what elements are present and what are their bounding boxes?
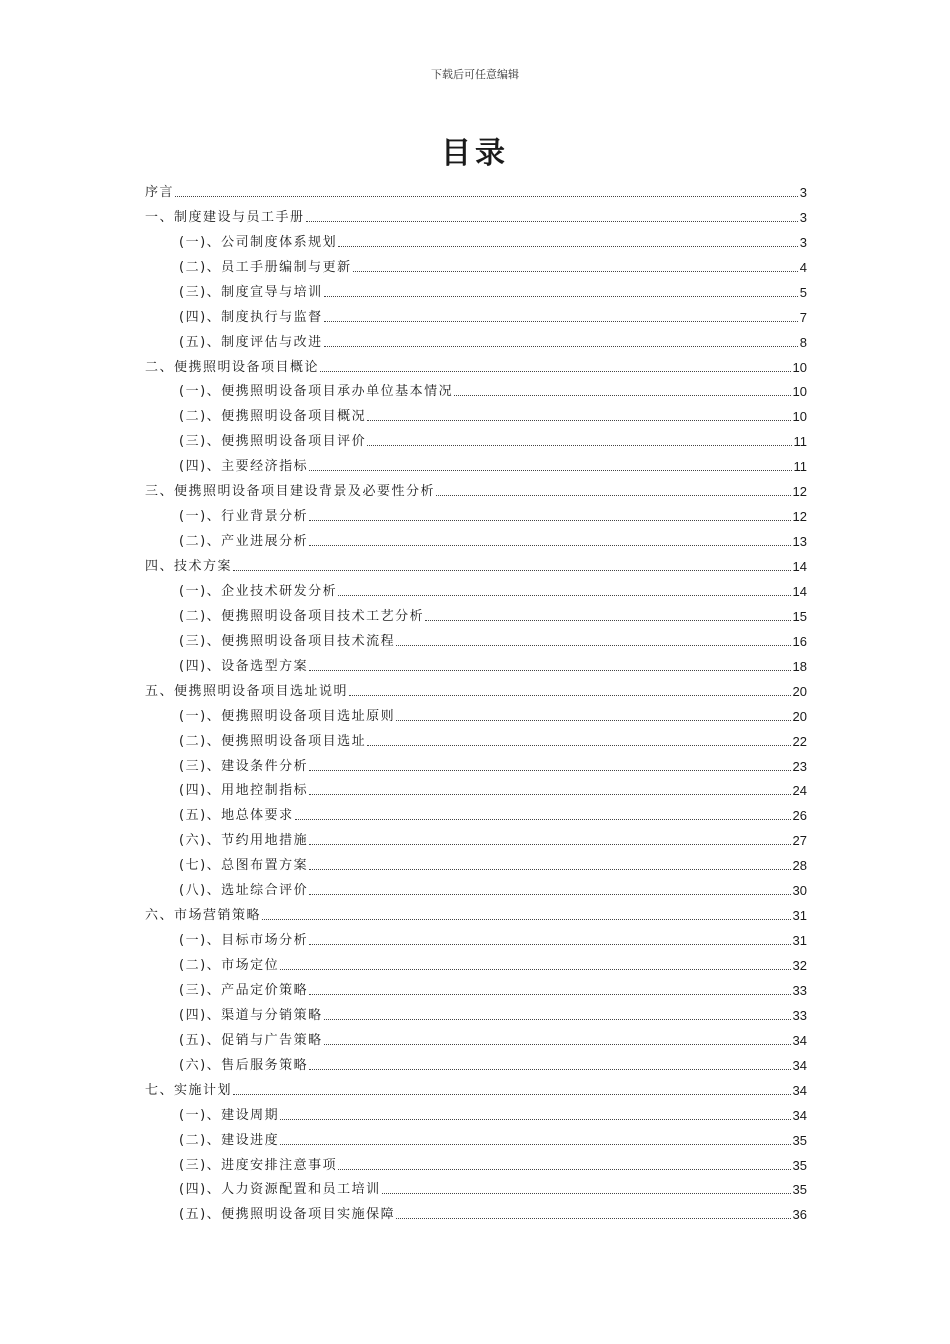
toc-leader-dots: [309, 844, 790, 845]
toc-page-number: 10: [792, 409, 807, 425]
table-of-contents: [145, 176, 807, 1223]
toc-chapter-entry[interactable]: [145, 899, 807, 924]
toc-entry-label: 二、便携照明设备项目概论: [145, 359, 320, 375]
toc-entry-label: (三)、建设条件分析: [179, 758, 309, 774]
toc-leader-dots: [349, 695, 791, 696]
toc-page-number: 31: [792, 908, 807, 924]
toc-section-entry[interactable]: [145, 1124, 807, 1149]
toc-section-entry[interactable]: [145, 600, 807, 625]
toc-leader-dots: [309, 770, 790, 771]
toc-page-number: 16: [792, 633, 807, 649]
toc-entry-label: (一)、建设周期: [179, 1107, 280, 1123]
toc-page-number: 12: [792, 509, 807, 525]
toc-chapter-entry[interactable]: [145, 176, 807, 201]
toc-page-number: 35: [792, 1132, 807, 1148]
toc-entry-label: (四)、人力资源配置和员工培训: [179, 1182, 381, 1198]
toc-entry-label: (五)、便携照明设备项目实施保障: [179, 1207, 396, 1223]
toc-section-entry[interactable]: [145, 750, 807, 775]
toc-section-entry[interactable]: [145, 1149, 807, 1174]
toc-page-number: 5: [799, 284, 807, 300]
toc-chapter-entry[interactable]: [145, 675, 807, 700]
toc-leader-dots: [309, 794, 790, 795]
toc-entry-label: (五)、制度评估与改进: [179, 334, 323, 350]
toc-section-entry[interactable]: [145, 1024, 807, 1049]
toc-leader-dots: [309, 470, 791, 471]
toc-leader-dots: [295, 819, 791, 820]
toc-chapter-entry[interactable]: [145, 475, 807, 500]
toc-leader-dots: [425, 620, 790, 621]
toc-leader-dots: [367, 445, 791, 446]
toc-leader-dots: [309, 520, 790, 521]
toc-section-entry[interactable]: [145, 1049, 807, 1074]
toc-entry-label: (三)、便携照明设备项目评价: [179, 434, 367, 450]
toc-section-entry[interactable]: [145, 974, 807, 999]
toc-section-entry[interactable]: [145, 874, 807, 899]
toc-leader-dots: [338, 246, 798, 247]
toc-entry-label: (七)、总图布置方案: [179, 858, 309, 874]
toc-section-entry[interactable]: [145, 824, 807, 849]
toc-chapter-entry[interactable]: [145, 1074, 807, 1099]
toc-leader-dots: [309, 545, 790, 546]
toc-entry-label: (四)、用地控制指标: [179, 783, 309, 799]
toc-entry-label: (四)、制度执行与监督: [179, 309, 323, 325]
toc-entry-label: (六)、售后服务策略: [179, 1057, 309, 1073]
toc-page-number: 30: [792, 883, 807, 899]
toc-leader-dots: [324, 1019, 791, 1020]
toc-page-number: 18: [792, 658, 807, 674]
toc-leader-dots: [367, 745, 790, 746]
toc-leader-dots: [309, 1069, 790, 1070]
toc-page-number: 13: [792, 534, 807, 550]
toc-section-entry[interactable]: [145, 650, 807, 675]
toc-page-number: 10: [792, 359, 807, 375]
toc-chapter-entry[interactable]: [145, 550, 807, 575]
toc-leader-dots: [309, 670, 790, 671]
toc-leader-dots: [233, 1094, 791, 1095]
toc-page-number: 20: [792, 708, 807, 724]
toc-leader-dots: [309, 994, 790, 995]
toc-section-entry[interactable]: [145, 251, 807, 276]
page-title: 目录: [441, 136, 509, 171]
toc-page-number: 26: [792, 808, 807, 824]
toc-page-number: 35: [792, 1182, 807, 1198]
toc-entry-label: 五、便携照明设备项目选址说明: [145, 683, 349, 699]
toc-entry-label: (三)、进度安排注意事项: [179, 1157, 338, 1173]
toc-page-number: 3: [799, 209, 807, 225]
toc-entry-label: (一)、公司制度体系规划: [179, 234, 338, 250]
toc-section-entry[interactable]: [145, 1198, 807, 1223]
toc-page-number: 35: [792, 1157, 807, 1173]
toc-section-entry[interactable]: [145, 376, 807, 401]
toc-section-entry[interactable]: [145, 500, 807, 525]
toc-leader-dots: [454, 395, 790, 396]
toc-leader-dots: [280, 969, 790, 970]
toc-page-number: 8: [799, 334, 807, 350]
toc-section-entry[interactable]: [145, 799, 807, 824]
toc-section-entry[interactable]: [145, 949, 807, 974]
toc-leader-dots: [382, 1193, 791, 1194]
toc-section-entry[interactable]: [145, 450, 807, 475]
toc-page-number: 36: [792, 1207, 807, 1223]
toc-page-number: 15: [792, 608, 807, 624]
toc-entry-label: 四、技术方案: [145, 559, 233, 574]
toc-page-number: 3: [799, 184, 807, 200]
toc-section-entry[interactable]: [145, 326, 807, 351]
toc-entry-label: 六、市场营销策略: [145, 908, 262, 924]
toc-leader-dots: [309, 944, 790, 945]
toc-entry-label: (四)、主要经济指标: [179, 459, 309, 475]
toc-section-entry[interactable]: [145, 525, 807, 550]
toc-leader-dots: [320, 371, 791, 372]
toc-entry-label: (二)、便携照明设备项目选址: [179, 733, 367, 749]
toc-page-number: 31: [792, 933, 807, 949]
toc-section-entry[interactable]: [145, 849, 807, 874]
toc-entry-label: 七、实施计划: [145, 1082, 233, 1098]
toc-page-number: 34: [792, 1107, 807, 1123]
toc-section-entry[interactable]: [145, 575, 807, 600]
toc-entry-label: (四)、渠道与分销策略: [179, 1007, 323, 1023]
toc-page-number: 4: [799, 259, 807, 275]
toc-leader-dots: [353, 271, 798, 272]
toc-entry-label: (一)、便携照明设备项目选址原则: [179, 708, 396, 724]
toc-entry-label: (五)、地总体要求: [179, 808, 294, 824]
toc-page-number: 24: [792, 783, 807, 799]
toc-page-number: 14: [792, 583, 807, 599]
page-header: 下载后可任意编辑: [431, 68, 519, 81]
toc-page-number: 34: [792, 1032, 807, 1048]
toc-page-number: 33: [792, 982, 807, 998]
toc-page-number: 3: [799, 234, 807, 250]
toc-leader-dots: [306, 221, 798, 222]
toc-entry-label: 三、便携照明设备项目建设背景及必要性分析: [145, 484, 436, 500]
toc-entry-label: (二)、建设进度: [179, 1132, 280, 1148]
toc-page-number: 32: [792, 958, 807, 973]
toc-entry-label: 一、制度建设与员工手册: [145, 209, 305, 225]
toc-leader-dots: [436, 495, 791, 496]
toc-entry-label: (三)、产品定价策略: [179, 982, 309, 998]
toc-section-entry[interactable]: [145, 226, 807, 251]
toc-entry-label: (三)、制度宣导与培训: [179, 284, 323, 300]
toc-chapter-entry[interactable]: [145, 201, 807, 226]
toc-section-entry[interactable]: [145, 775, 807, 800]
toc-entry-label: (二)、便携照明设备项目概况: [179, 409, 367, 425]
toc-page-number: 20: [792, 683, 807, 699]
toc-section-entry[interactable]: [145, 276, 807, 301]
toc-section-entry[interactable]: [145, 400, 807, 425]
toc-entry-label: (二)、便携照明设备项目技术工艺分析: [179, 608, 425, 624]
toc-entry-label: (五)、促销与广告策略: [179, 1032, 323, 1048]
toc-page-number: 11: [793, 459, 807, 475]
toc-entry-label: (二)、员工手册编制与更新: [179, 259, 352, 275]
toc-entry-label: (六)、节约用地措施: [179, 833, 309, 849]
toc-section-entry[interactable]: [145, 999, 807, 1024]
toc-leader-dots: [280, 1119, 790, 1120]
toc-page-number: 12: [792, 484, 807, 500]
toc-page-number: 27: [792, 833, 807, 849]
toc-leader-dots: [309, 894, 790, 895]
toc-page-number: 34: [792, 1057, 807, 1073]
toc-section-entry[interactable]: [145, 425, 807, 450]
toc-entry-label: (四)、设备选型方案: [179, 658, 309, 674]
toc-section-entry[interactable]: [145, 1174, 807, 1199]
toc-page-number: 22: [792, 733, 807, 749]
toc-entry-label: (三)、便携照明设备项目技术流程: [179, 633, 396, 649]
toc-entry-label: (一)、企业技术研发分析: [179, 583, 338, 599]
toc-leader-dots: [280, 1144, 790, 1145]
toc-leader-dots: [233, 570, 791, 571]
toc-page-number: 14: [792, 559, 807, 574]
toc-leader-dots: [396, 720, 790, 721]
toc-leader-dots: [324, 1044, 791, 1045]
toc-entry-label: (一)、行业背景分析: [179, 509, 309, 525]
toc-entry-label: (二)、产业进展分析: [179, 534, 309, 550]
toc-entry-label: 序言: [145, 184, 175, 200]
toc-entry-label: (一)、便携照明设备项目承办单位基本情况: [179, 384, 454, 400]
toc-leader-dots: [367, 420, 790, 421]
toc-page-number: 10: [792, 384, 807, 400]
toc-entry-label: (一)、目标市场分析: [179, 933, 309, 949]
toc-page-number: 11: [793, 434, 807, 450]
toc-section-entry[interactable]: [145, 1099, 807, 1124]
toc-section-entry[interactable]: [145, 700, 807, 725]
toc-leader-dots: [175, 196, 798, 197]
toc-section-entry[interactable]: [145, 924, 807, 949]
toc-leader-dots: [262, 919, 791, 920]
toc-leader-dots: [324, 296, 798, 297]
toc-page-number: 28: [792, 858, 807, 874]
toc-leader-dots: [338, 595, 790, 596]
toc-page-number: 33: [792, 1007, 807, 1023]
toc-leader-dots: [396, 645, 790, 646]
toc-page-number: 7: [799, 309, 807, 325]
toc-leader-dots: [324, 346, 798, 347]
toc-leader-dots: [324, 321, 798, 322]
toc-section-entry[interactable]: [145, 301, 807, 326]
toc-section-entry[interactable]: [145, 725, 807, 750]
toc-leader-dots: [338, 1169, 790, 1170]
toc-page-number: 34: [792, 1082, 807, 1098]
toc-entry-label: (八)、选址综合评价: [179, 883, 309, 899]
toc-entry-label: (二)、市场定位: [179, 958, 280, 973]
toc-section-entry[interactable]: [145, 625, 807, 650]
toc-leader-dots: [396, 1218, 790, 1219]
toc-chapter-entry[interactable]: [145, 351, 807, 376]
toc-page-number: 23: [792, 758, 807, 774]
toc-leader-dots: [309, 869, 790, 870]
